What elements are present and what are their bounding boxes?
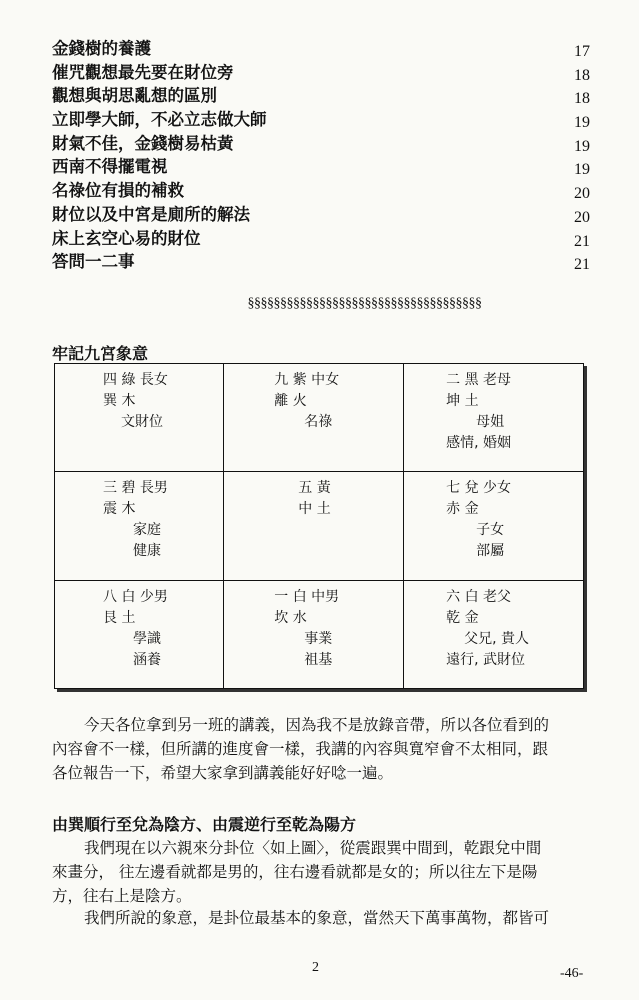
palace-line: 學識 — [133, 630, 161, 647]
body-paragraph — [52, 836, 592, 908]
palace-cell — [224, 364, 404, 472]
palace-line: 震 木 — [103, 501, 136, 518]
palace-line: 中 土 — [298, 501, 331, 518]
body-paragraph — [52, 906, 592, 930]
palace-line: 遠行, 武財位 — [446, 651, 526, 668]
palace-line: 文財位 — [121, 414, 163, 430]
toc-entry — [52, 109, 592, 133]
palace-cell — [55, 580, 224, 688]
palace-line: 涵養 — [133, 651, 161, 668]
toc-entry — [52, 204, 592, 228]
palace-cell — [224, 472, 404, 580]
palace-line: 赤 金 — [446, 501, 479, 518]
palace-line: 二 黑 老母 — [446, 372, 512, 388]
palace-line: 坎 水 — [274, 609, 307, 626]
palace-line: 健康 — [133, 543, 161, 560]
table-of-contents — [52, 38, 592, 275]
palace-cell — [404, 364, 584, 472]
palace-line: 艮 土 — [103, 609, 136, 626]
paragraph-line: 方，往右上是陰方。 — [52, 887, 192, 905]
toc-page: 18 — [574, 66, 590, 84]
section-heading: 由巽順行至兌為陰方、由震逆行至乾為陽方 — [52, 815, 357, 834]
palace-cell — [55, 364, 224, 472]
page-number-right: -46- — [560, 966, 584, 981]
palace-line: 八 白 少男 — [103, 588, 168, 605]
toc-title: 財位以及中宮是廁所的解法 — [52, 204, 250, 224]
toc-entry — [52, 156, 592, 180]
palace-line: 七 兌 少女 — [446, 480, 512, 497]
toc-title: 答問一二事 — [52, 252, 135, 272]
toc-page: 19 — [574, 161, 590, 179]
toc-entry — [52, 62, 592, 86]
palace-line: 離 火 — [274, 393, 307, 409]
toc-title: 財氣不佳，金錢樹易枯黃 — [52, 133, 234, 153]
toc-page: 21 — [574, 232, 590, 250]
palace-line: 坤 土 — [446, 393, 479, 409]
toc-title: 金錢樹的養護 — [52, 39, 151, 58]
toc-page: 18 — [574, 90, 590, 108]
toc-page: 21 — [574, 256, 590, 274]
paragraph-line: 我們所說的象意，是卦位最基本的象意，當然天下萬事萬物，都皆可 — [84, 909, 550, 927]
toc-entry — [52, 85, 592, 109]
toc-title: 觀想與胡思亂想的區別 — [52, 86, 217, 106]
palace-line: 九 紫 中女 — [274, 372, 340, 388]
palace-line: 名祿 — [304, 414, 333, 430]
toc-entry — [52, 180, 592, 204]
paragraph-line: 今天各位拿到另一班的講義，因為我不是放錄音帶，所以各位看到的 — [84, 716, 550, 734]
palace-line: 六 白 老父 — [446, 588, 512, 605]
toc-entry — [52, 251, 592, 275]
section-divider: §§§§§§§§§§§§§§§§§§§§§§§§§§§§§§§§§§§§ — [247, 296, 482, 311]
palace-line: 四 綠 長女 — [103, 372, 168, 388]
palace-cell — [55, 472, 224, 580]
paragraph-line: 各位報告一下，希望大家拿到講義能好好唸一遍。 — [52, 764, 394, 782]
page-number: 2 — [312, 960, 319, 975]
toc-page: 17 — [574, 43, 590, 60]
palace-cell — [404, 472, 584, 580]
toc-page: 19 — [574, 137, 590, 155]
palace-line: 感情, 婚姻 — [446, 435, 512, 451]
toc-title: 立即學大師，不必立志做大師 — [52, 110, 267, 130]
palace-line: 一 白 中男 — [274, 588, 340, 605]
toc-title: 催咒觀想最先要在財位旁 — [52, 62, 234, 82]
palace-line: 父兄, 貴人 — [464, 630, 530, 647]
toc-page: 20 — [574, 185, 590, 203]
toc-page: 19 — [574, 114, 590, 132]
nine-palace-table — [54, 363, 584, 689]
toc-entry — [52, 38, 592, 62]
palace-line: 三 碧 長男 — [103, 480, 168, 497]
palace-cell — [404, 580, 584, 688]
palace-line: 巽 木 — [103, 393, 136, 409]
toc-title: 床上玄空心易的財位 — [52, 228, 201, 248]
toc-page: 20 — [574, 208, 590, 226]
palace-line: 祖基 — [304, 651, 333, 668]
palace-line: 事業 — [304, 630, 333, 647]
paragraph-line: 來畫分， 往左邊看就都是男的，往右邊看就都是女的；所以往左下是陽 — [52, 863, 538, 881]
toc-entry — [52, 228, 592, 252]
toc-title: 西南不得擺電視 — [52, 157, 168, 177]
palace-line: 部屬 — [476, 543, 505, 560]
paragraph-line: 我們現在以六親來分卦位〈如上圖〉，從震跟巽中間到，乾跟兌中間 — [84, 839, 542, 857]
paragraph-line: 內容會不一樣，但所講的進度會一樣，我講的內容與寬窄會不太相同，跟 — [52, 740, 549, 758]
palace-line: 家庭 — [133, 522, 161, 539]
palace-line: 五 黃 — [298, 480, 331, 497]
palace-cell — [224, 580, 404, 688]
section-heading: 牢記九宮象意 — [52, 344, 149, 363]
palace-line: 乾 金 — [446, 609, 479, 626]
body-paragraph — [52, 713, 592, 785]
palace-line: 子女 — [476, 522, 505, 539]
toc-entry — [52, 133, 592, 157]
toc-title: 名祿位有損的補救 — [52, 181, 184, 201]
palace-line: 母姐 — [476, 414, 505, 430]
